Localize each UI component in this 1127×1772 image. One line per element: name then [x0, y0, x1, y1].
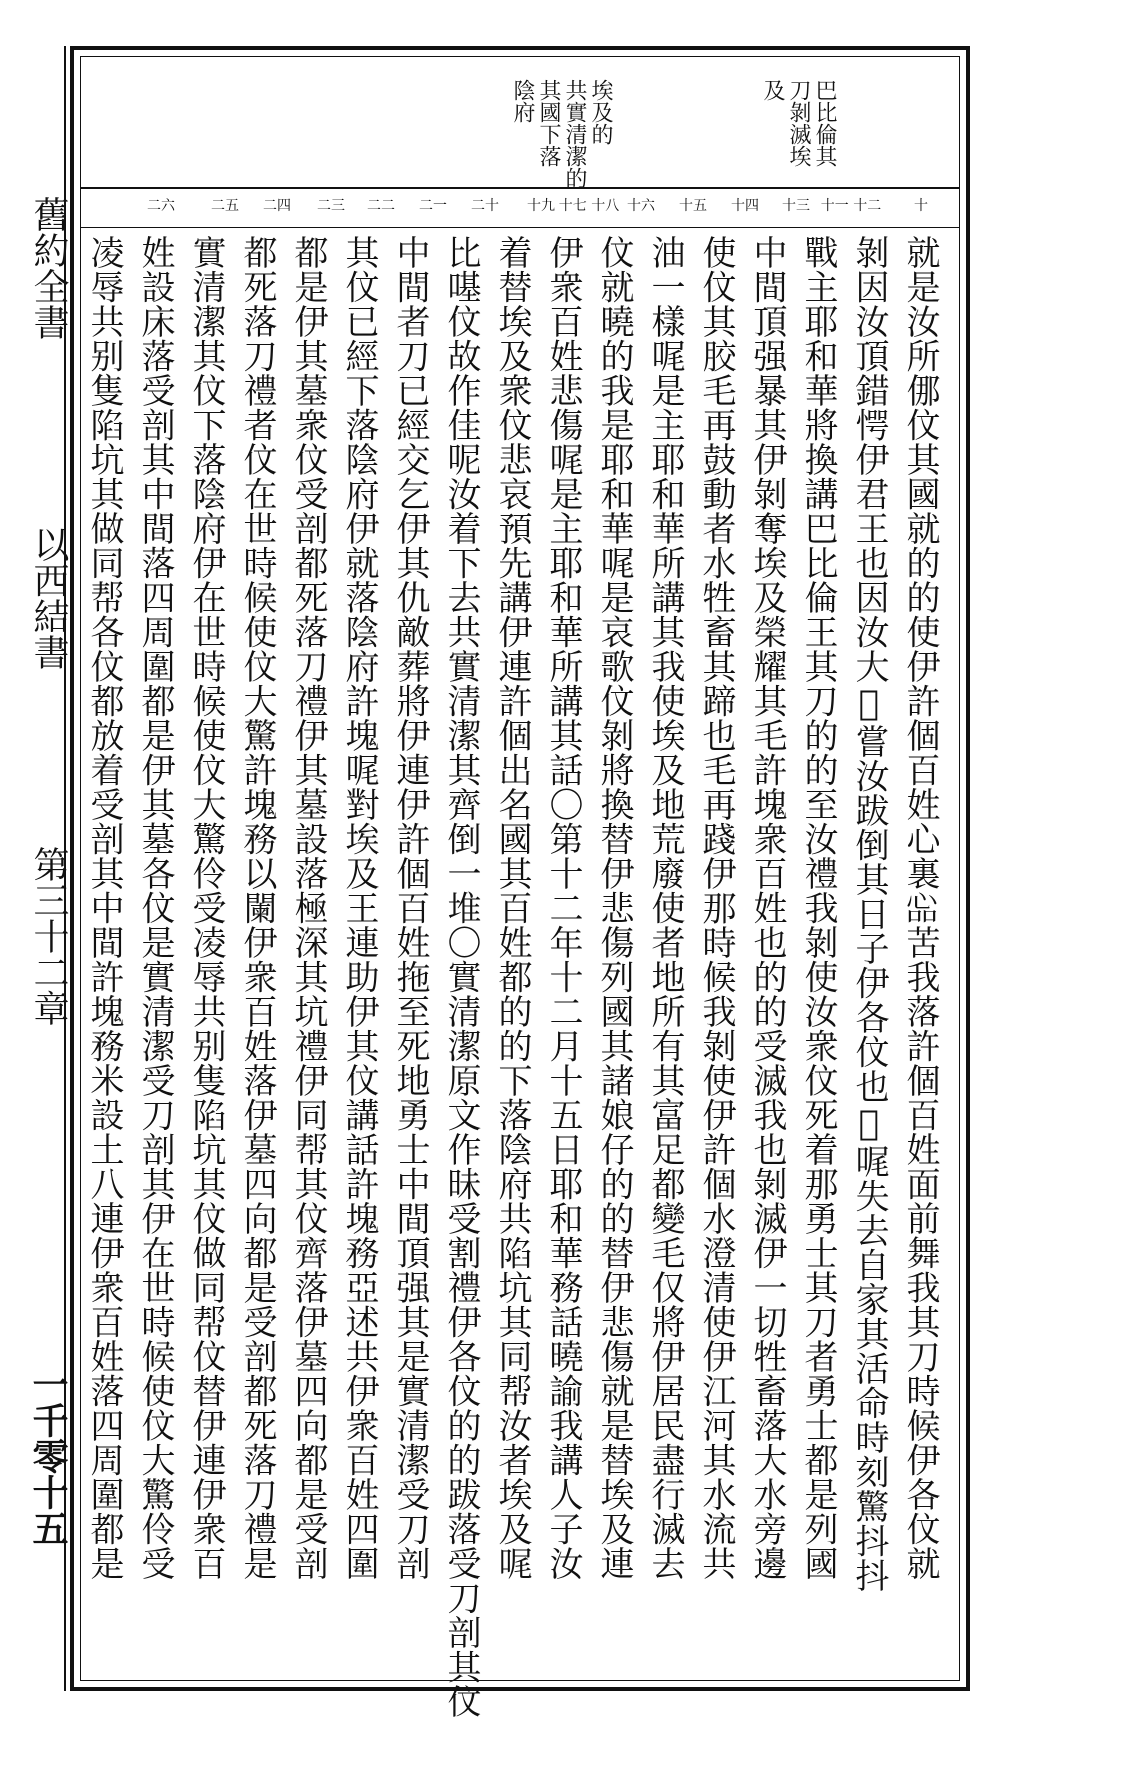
page-margin — [0, 46, 69, 1691]
text-column: 其伩已經下落陰府伊就落陰府許塊𠳿對埃及王連助伊其伩講話許塊務亞述共伊衆百姓四圍 — [339, 235, 379, 1581]
note-line: 及 — [760, 79, 785, 101]
book-title: 舊約全書 — [28, 196, 69, 340]
note-line: 其國下落 — [536, 79, 561, 167]
verse-number: 十 — [914, 198, 928, 214]
text-column: 中間頂强暴其伊剝奪埃及榮耀其毛許塊衆百姓也的的受滅我也剝滅伊一切牲畜落大水旁邊 — [747, 235, 787, 1581]
verse-number-row — [81, 187, 959, 228]
note-line: 巴比倫其 — [812, 79, 837, 167]
verse-number: 十五 — [679, 198, 707, 214]
text-column: 剝因汝頂錯愕伊君王也因汝大𤶇嘗汝跋倒其日子伊各伩也𤶇𠳿失去自家其活命時刻驚抖抖 — [849, 235, 889, 1593]
text-column: 伩就曉的我是耶和華𠳿是哀歌伩剝將換替伊悲傷列國其諸娘仔的的替伊悲傷就是替埃及連 — [594, 235, 634, 1581]
header-notes — [81, 57, 959, 189]
note-line: 埃及的 — [588, 79, 613, 145]
verse-number: 十三 — [782, 198, 810, 214]
text-column: 實清潔其伩下落陰府伊在世時候使伩大驚伶受凌辱共别隻陷坑其伩做同帮伩替伊連伊衆百 — [186, 235, 226, 1581]
note-line: 共實清潔的 — [562, 79, 587, 189]
chapter-label: 第三十二章 — [28, 846, 69, 1026]
page-number: 一千零十五 — [27, 1366, 69, 1546]
text-body — [81, 229, 959, 1719]
note-group-2 — [511, 79, 611, 189]
verse-number: 二四 — [263, 198, 291, 214]
text-column: 戰主耶和華將換講巴比倫王其刀的的至汝禮我剝使汝衆伩死着那勇士其刀者勇士都是列國 — [798, 235, 838, 1581]
text-column: 都是伊其墓衆伩受剖都死落刀禮伊其墓設落極深其坑禮伊同帮其伩齊落伊墓四向都是受剖 — [288, 235, 328, 1581]
verse-number: 十一 十二 — [820, 198, 882, 214]
verse-number: 二一 — [419, 198, 447, 214]
text-column: 中間者刀已經交乞伊其仇敵葬將伊連伊許個百姓拖至死地勇士中間頂强其是實清潔受刀剖 — [390, 235, 430, 1581]
text-column: 比𠼻伩故作佳呢汝着下去共實清潔其齊倒一堆〇實清潔原文作昧受割禮伊各伩的的跋落受刀剖其伩 — [441, 235, 481, 1719]
note-line: 刀剝滅埃 — [786, 79, 811, 167]
text-column: 凌辱共别隻陷坑其做同帮各伩都放着受剖其中間許塊務米設土八連伊衆百姓落四周圍都是 — [84, 235, 124, 1581]
verse-number: 二十 — [471, 198, 499, 214]
text-column: 着替埃及衆伩悲哀預先講伊連許個出名國其百姓都的的下落陰府共陷坑其同帮汝者埃及𠳿 — [492, 235, 532, 1581]
verse-number: 二三 — [317, 198, 345, 214]
verse-number: 二二 — [367, 198, 395, 214]
text-column: 油一樣𠳿是主耶和華所講其我使埃及地荒廢使者地所有其富足都變毛仅將伊居民盡行滅去 — [645, 235, 685, 1581]
verse-number: 二五 — [211, 198, 239, 214]
verse-number: 十七 十八 — [558, 198, 620, 214]
text-column: 姓設床落受剖其中間落四周圍都是伊其墓各伩是實清潔受刀剖其伊在世時候使伩大驚伶受 — [135, 235, 175, 1581]
verse-number: 二六 — [147, 198, 175, 214]
text-column: 就是汝所㑚伩其國就的的使伊許個百姓心裏𢙈苦我落許個百姓面前舞我其刀時候伊各伩就 — [900, 235, 940, 1581]
book-section: 以西結書 — [28, 526, 69, 670]
note-line: 陰府 — [510, 79, 535, 123]
text-column: 都死落刀禮者伩在世時候使伩大驚許塊務以闌伊衆百姓落伊墓四向都是受剖都死落刀禮是 — [237, 235, 277, 1581]
note-group-1 — [761, 79, 835, 167]
page-frame — [70, 46, 970, 1719]
page-frame-inner — [80, 56, 960, 1719]
text-column: 使伩其胶毛再鼓動者水牲畜其蹄也毛再踐伊那時候我剝使伊許個水澄清使伊江河其水流共 — [696, 235, 736, 1581]
verse-number: 十六 — [627, 198, 655, 214]
verse-number: 十九 — [527, 198, 555, 214]
text-column: 伊衆百姓悲傷𠳿是主耶和華所講其話〇第十二年十二月十五日耶和華務話曉諭我講人子汝 — [543, 235, 583, 1581]
verse-number: 十四 — [731, 198, 759, 214]
